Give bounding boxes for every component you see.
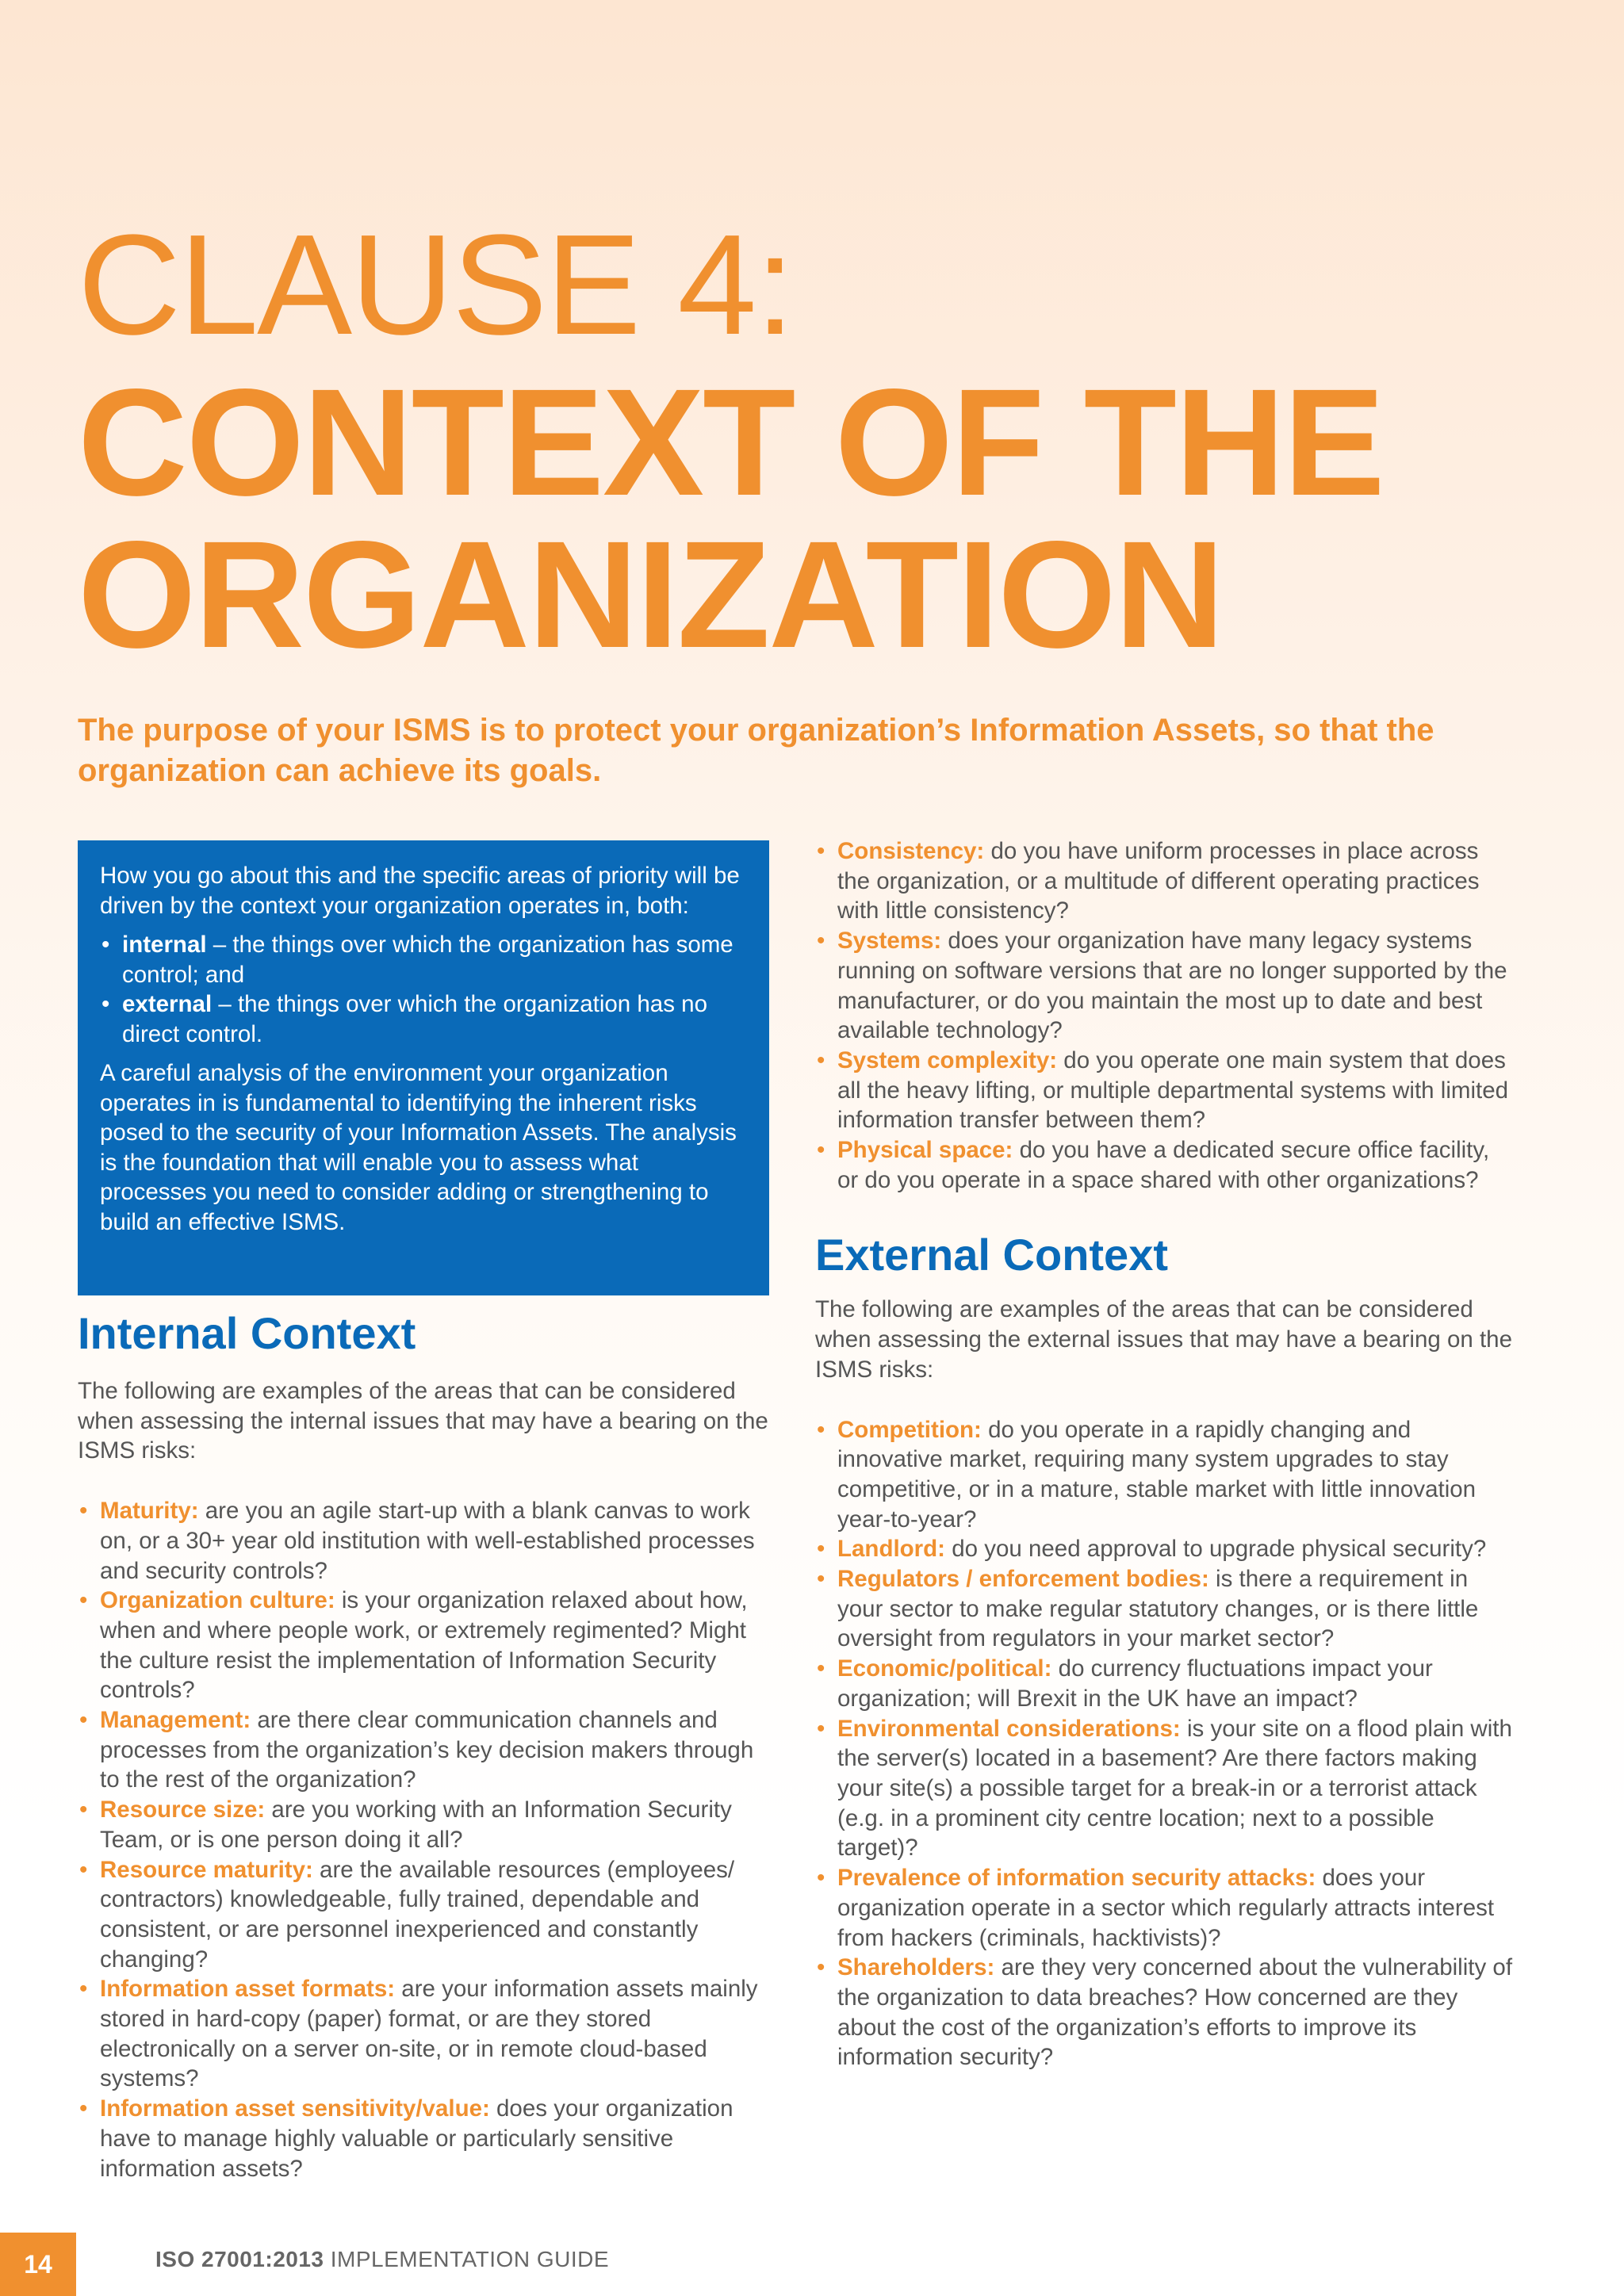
item-text: does your organization have many legacy systems running on software versions that are no longer supported by the manufacturer, or do you maintain the most up to date and best available technology? [837,928,1507,1044]
list-item [78,1795,776,1854]
item-text: are you an agile start-up with a blank canvas to work on, or a 30+ year old institution with well-established processes and security controls? [100,1498,755,1584]
item-term: Economic/political: [837,1655,1052,1682]
clause-number-title: CLAUSE 4: [78,205,794,365]
item-text: are the available resources (employees/ contractors) knowledgeable, fully trained, dependable and consistent, or are personnel inexperienced and constantly changing? [100,1856,735,1973]
item-text: do you operate in a rapidly changing and innovative market, requiring many system upgrades to stay competitive, or in a mature, stable market with little innovation year-to-year? [837,1416,1477,1533]
item-term: Shareholders: [837,1954,995,1981]
item-term: Consistency: [837,838,985,864]
list-item [815,1564,1513,1654]
page-number: 14 [0,2233,76,2296]
bullet-icon: • [79,1587,88,1614]
bullet-icon: • [817,1137,825,1164]
list-item [78,1586,776,1705]
list-item [78,1496,776,1586]
external-context-list [815,1415,1513,2072]
callout-paragraph-2: A careful analysis of the environment your organization operates in is fundamental to identifying the inherent risks posed to the security of your Information Assets. The analysis is the foundation that will enable you to assess what processes you need to consider adding or strengthening to build an effective ISMS. [100,1060,737,1235]
item-text: is there a requirement in your sector to make regular statutory changes, or is there little oversight from regulators in your market sector? [837,1566,1479,1652]
internal-context-heading: Internal Context [78,1308,416,1358]
list-item [815,1654,1513,1713]
item-term: Resource size: [100,1797,266,1823]
item-text: are there clear communication channels and processes from the organization’s key decision makers through to the rest of the organization? [100,1707,754,1793]
list-item [815,1953,1513,2072]
item-term: Resource maturity: [100,1856,313,1883]
context-callout-box [78,840,769,1295]
list-item [815,1046,1513,1135]
item-text: does your organization operate in a sector which regularly attracts interest from hackers (criminals, hacktivists)? [837,1865,1495,1951]
callout-text: – the things over which the organization has some control; and [122,932,733,988]
item-term: Competition: [837,1416,982,1443]
bullet-icon: • [79,1856,88,1883]
item-text: do currency fluctuations impact your organization; will Brexit in the UK have an impact? [837,1655,1433,1712]
callout-term: external [122,991,213,1017]
item-text: are your information assets mainly stored in hard-copy (paper) format, or are they stored electronically on a server on-site, or in remote cloud-based systems? [100,1976,758,2092]
bullet-icon: • [817,1954,825,1981]
footer-doc-standard: ISO 27001:2013 [155,2247,324,2271]
running-footer [155,2247,609,2272]
item-term: Management: [100,1707,251,1734]
bullet-icon: • [817,1715,825,1742]
item-term: Landlord: [837,1536,946,1563]
bullet-icon: • [817,1047,825,1073]
item-text: do you operate one main system that does all the heavy lifting, or multiple departmental systems with limited information transfer between them? [837,1047,1509,1134]
bullet-icon: • [102,932,110,958]
list-item [78,1705,776,1795]
item-term: Environmental considerations: [837,1715,1181,1742]
bullet-icon: • [817,1865,825,1892]
external-context-intro: The following are examples of the areas that can be considered when assessing the external issues that may have a bearing on the ISMS risks: [815,1296,1512,1383]
item-term: Information asset sensitivity/value: [100,2095,490,2122]
internal-context-intro: The following are examples of the areas that can be considered when assessing the internal issues that may have a bearing on the ISMS risks: [78,1378,768,1464]
callout-bullet-list [100,930,747,1049]
clause-title-line-1: CONTEXT OF THE [78,357,1384,527]
item-term: Prevalence of information security attacks: [837,1865,1316,1892]
list-item [815,836,1513,926]
item-text: is your site on a flood plain with the server(s) located in a basement? Are there factors making your site(s) a possible target for a break-in or a terrorist attack (e.g. in a prominent city centre location; next to a possible target)? [837,1715,1512,1862]
item-text: do you need approval to upgrade physical security? [945,1536,1487,1563]
item-term: System complexity: [837,1047,1058,1073]
item-text: does your organization have to manage highly valuable or particularly sensitive information assets? [100,2095,733,2182]
list-item [815,926,1513,1046]
bullet-icon: • [79,1976,88,2003]
right-column [815,836,1513,2072]
list-item [78,1855,776,1975]
internal-context-list [78,1496,776,2183]
item-term: Systems: [837,928,942,955]
callout-text: – the things over which the organization has no direct control. [122,991,707,1047]
internal-context-list-continued [815,836,1513,1195]
item-term: Information asset formats: [100,1976,396,2003]
external-context-heading: External Context [815,1230,1168,1280]
list-item [815,1534,1513,1564]
bullet-icon: • [817,1416,825,1443]
list-item [815,1863,1513,1953]
footer-doc-title: IMPLEMENTATION GUIDE [324,2247,609,2271]
bullet-icon: • [102,991,110,1017]
bullet-icon: • [817,1536,825,1563]
item-text: is your organization relaxed about how, when and where people work, or extremely regimented? Might the culture resist the implementation of Information Security controls? [100,1587,748,1704]
bullet-icon: • [817,1655,825,1682]
bullet-icon: • [817,928,825,955]
callout-bullet [100,989,747,1049]
bullet-icon: • [79,1797,88,1823]
item-text: are they very concerned about the vulnerability of the organization to data breaches? How concerned are they about the cost of the organization’s efforts to improve its information security? [837,1954,1513,2071]
internal-context-section [78,1308,776,2183]
bullet-icon: • [79,1498,88,1525]
bullet-icon: • [817,1566,825,1593]
item-text: do you have uniform processes in place across the organization, or a multitude of different operating practices with little consistency? [837,838,1480,924]
item-term: Organization culture: [100,1587,335,1614]
item-term: Maturity: [100,1498,199,1525]
item-text: do you have a dedicated secure office facility, or do you operate in a space shared with other organizations? [837,1137,1490,1193]
list-item [78,2094,776,2183]
item-term: Regulators / enforcement bodies: [837,1566,1209,1593]
callout-term: internal [122,932,207,958]
callout-bullet [100,930,747,989]
clause-title-line-2: ORGANIZATION [78,509,1224,679]
list-item [815,1135,1513,1195]
callout-paragraph-1: How you go about this and the specific areas of priority will be driven by the context your organization operates in, both: [100,863,740,919]
list-item [815,1714,1513,1864]
item-term: Physical space: [837,1137,1013,1164]
list-item [78,1974,776,2094]
intro-statement: The purpose of your ISMS is to protect your organization’s Information Assets, so that the organization can achieve its goals. [78,713,1434,788]
bullet-icon: • [817,838,825,864]
item-text: are you working with an Information Security Team, or is one person doing it all? [100,1797,732,1853]
bullet-icon: • [79,1707,88,1734]
list-item [815,1415,1513,1535]
bullet-icon: • [79,2095,88,2122]
